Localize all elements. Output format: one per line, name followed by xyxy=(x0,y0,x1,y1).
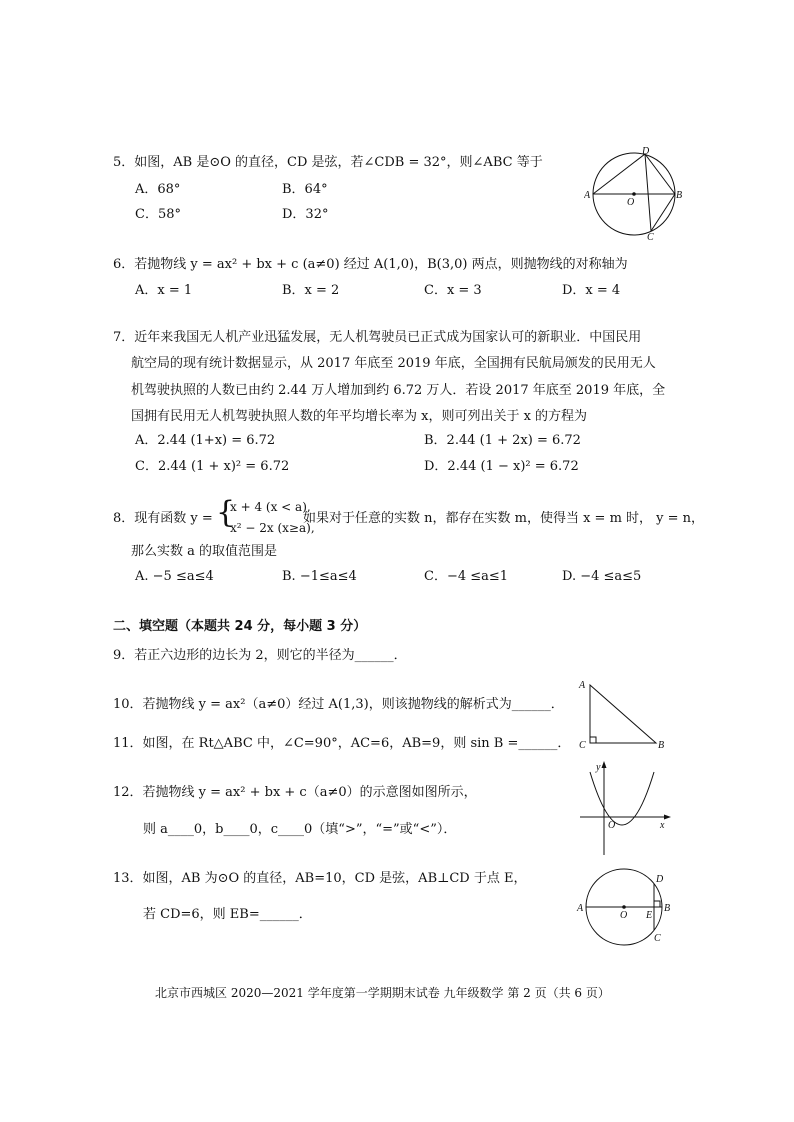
q8-option-d: D. −4 ≤a≤5 xyxy=(562,569,642,584)
q5-option-d: D．32° xyxy=(282,207,329,222)
q12-parabola-figure xyxy=(574,758,674,858)
q13-label-b: B xyxy=(664,903,671,914)
q8-brace: { xyxy=(216,495,236,530)
q7-line-2: 航空局的现有统计数据显示，从 2017 年底至 2019 年底，全国拥有民航局颁发的民用无人 xyxy=(131,356,656,371)
q12-label-x: x xyxy=(660,820,665,831)
q13-label-c: C xyxy=(654,933,661,944)
q8-prefix: 8．现有函数 y = xyxy=(113,511,213,526)
q5-label-a: A xyxy=(584,190,591,201)
q12-label-y: y xyxy=(596,762,601,773)
q13-circle-figure xyxy=(574,862,684,952)
q8-option-c: C．−4 ≤a≤1 xyxy=(424,569,509,584)
q6-stem: 6．若抛物线 y = ax² + bx + c (a≠0) 经过 A(1,0)，B(3,0) 两点，则抛物线的对称轴为 xyxy=(113,257,628,272)
q8-option-a: A. −5 ≤a≤4 xyxy=(135,569,214,584)
q6-option-b: B．x = 2 xyxy=(282,283,340,298)
q7-option-c: C．2.44 (1 + x)² = 6.72 xyxy=(135,459,290,474)
q7-line-1: 7．近年来我国无人机产业迅猛发展，无人机驾驶员已正式成为国家认可的新职业．中国民用 xyxy=(113,330,642,345)
q5-label-d: D xyxy=(642,146,650,157)
q6-option-c: C．x = 3 xyxy=(424,283,482,298)
section-2-heading: 二、填空题（本题共 24 分，每小题 3 分） xyxy=(113,619,367,634)
q13-label-e: E xyxy=(646,910,653,921)
q5-label-b: B xyxy=(676,190,683,201)
q5-option-b: B．64° xyxy=(282,182,328,197)
q5-circle-figure xyxy=(584,143,694,243)
page-footer: 北京市西城区 2020—2021 学年度第一学期期末试卷 九年级数学 第 2 页（共 6 页） xyxy=(155,986,610,1000)
q8-case-2: x² − 2x (x≥a), xyxy=(230,521,315,535)
q13-label-o: O xyxy=(620,910,628,921)
q11-label-c: C xyxy=(579,740,586,751)
q5-stem: 5．如图，AB 是⊙O 的直径，CD 是弦，若∠CDB = 32°，则∠ABC 等于 xyxy=(113,155,543,170)
q11: 11．如图，在 Rt△ABC 中，∠C=90°，AC=6，AB=9，则 sin B =______． xyxy=(113,736,571,751)
q11-triangle-figure xyxy=(574,676,674,752)
q7-line-4: 国拥有民用无人机驾驶执照人数的年平均增长率为 x，则可列出关于 x 的方程为 xyxy=(131,409,588,424)
q8-option-b: B. −1≤a≤4 xyxy=(282,569,357,584)
q8-case-1: x + 4 (x < a), xyxy=(230,500,311,514)
q7-option-d: D．2.44 (1 − x)² = 6.72 xyxy=(424,459,579,474)
q12-line-2: 则 a____0，b____0，c____0（填“>”，“=”或“<”）． xyxy=(143,822,457,837)
q5-label-o: O xyxy=(627,197,635,208)
q13-line-2: 若 CD=6，则 EB=______． xyxy=(143,907,312,922)
q9: 9．若正六边形的边长为 2，则它的半径为______． xyxy=(113,648,407,663)
q13-label-a: A xyxy=(577,903,584,914)
q13-label-d: D xyxy=(656,874,664,885)
q5-label-c: C xyxy=(647,232,654,243)
q8-line-2: 那么实数 a 的取值范围是 xyxy=(131,544,278,559)
q5-option-c: C．58° xyxy=(135,207,181,222)
q8-suffix: 如果对于任意的实数 n，都存在实数 m，使得当 x = m 时， y = n， xyxy=(303,511,705,526)
q6-option-a: A．x = 1 xyxy=(135,283,193,298)
q11-label-b: B xyxy=(658,740,665,751)
q13-line-1: 13．如图，AB 为⊙O 的直径，AB=10，CD 是弦，AB⊥CD 于点 E， xyxy=(113,871,527,886)
q5-option-a: A．68° xyxy=(135,182,181,197)
q7-option-b: B．2.44 (1 + 2x) = 6.72 xyxy=(424,433,581,448)
q12-line-1: 12．若抛物线 y = ax² + bx + c（a≠0）的示意图如图所示， xyxy=(113,785,477,800)
q11-label-a: A xyxy=(579,680,586,691)
q12-label-o: O xyxy=(608,820,616,831)
q10: 10．若抛物线 y = ax²（a≠0）经过 A(1,3)，则该抛物线的解析式为______． xyxy=(113,697,564,712)
q6-option-d: D．x = 4 xyxy=(562,283,621,298)
q7-option-a: A．2.44 (1+x) = 6.72 xyxy=(135,433,276,448)
q7-line-3: 机驾驶执照的人数已由约 2.44 万人增加到约 6.72 万人．若设 2017 年底至 2019 年底，全 xyxy=(131,383,666,398)
